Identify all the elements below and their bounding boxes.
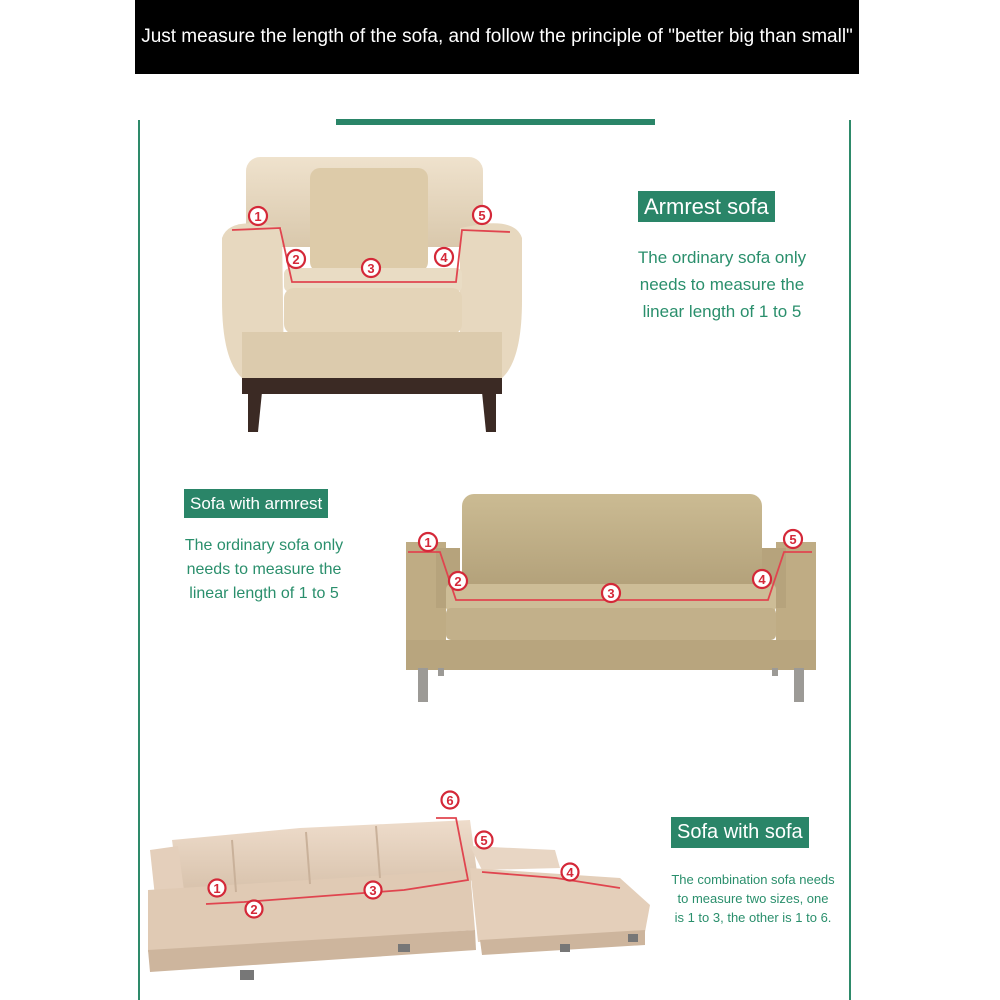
measure-point-1 <box>249 207 267 225</box>
description-line: needs to measure the <box>639 275 805 294</box>
measure-point-4 <box>435 248 453 266</box>
section-tag-armrest-sofa <box>638 191 775 222</box>
measure-point-6 <box>442 792 459 809</box>
description-line: The ordinary sofa only <box>637 248 807 267</box>
description-line: needs to measure the <box>186 561 342 578</box>
description-line: The ordinary sofa only <box>184 537 344 554</box>
section-description <box>660 870 846 927</box>
svg-text:2: 2 <box>292 252 300 267</box>
description-line: to measure two sizes, one <box>677 891 829 906</box>
measure-point-3 <box>362 259 380 277</box>
description-line: linear length of 1 to 5 <box>189 585 339 602</box>
svg-text:6: 6 <box>446 793 454 808</box>
banner-text: Just measure the length of the sofa, and follow the principle of "better big than small" <box>141 26 853 47</box>
svg-text:3: 3 <box>367 261 375 276</box>
measure-point-1 <box>419 533 437 551</box>
description-line: The combination sofa needs <box>671 872 835 887</box>
measure-point-2 <box>449 572 467 590</box>
svg-text:5: 5 <box>478 208 486 223</box>
sectional-image <box>148 818 650 980</box>
section-tag-label: Armrest sofa <box>644 193 769 219</box>
measure-point-5 <box>473 206 491 224</box>
description-line: linear length of 1 to 5 <box>642 302 802 321</box>
svg-text:5: 5 <box>480 833 488 848</box>
svg-text:1: 1 <box>254 209 262 224</box>
measure-point-5 <box>784 530 802 548</box>
measure-point-2 <box>246 901 263 918</box>
svg-text:4: 4 <box>440 250 448 265</box>
svg-text:1: 1 <box>424 535 432 550</box>
svg-text:2: 2 <box>250 902 258 917</box>
svg-text:1: 1 <box>213 881 221 896</box>
svg-text:3: 3 <box>369 883 377 898</box>
section-tag-sofa-with-armrest <box>184 489 328 518</box>
svg-text:4: 4 <box>566 865 574 880</box>
section-tag-label: Sofa with armrest <box>190 493 323 513</box>
svg-text:4: 4 <box>758 572 766 587</box>
measure-point-5 <box>476 832 493 849</box>
svg-text:3: 3 <box>607 586 615 601</box>
measure-point-4 <box>753 570 771 588</box>
description-line: is 1 to 3, the other is 1 to 6. <box>674 910 832 925</box>
section-tag-sofa-with-sofa <box>671 817 809 848</box>
measure-point-3 <box>365 882 382 899</box>
section-description <box>624 244 820 325</box>
armchair-image <box>222 157 522 432</box>
measure-point-1 <box>209 880 226 897</box>
measure-point-3 <box>602 584 620 602</box>
svg-text:2: 2 <box>454 574 462 589</box>
measure-point-2 <box>287 250 305 268</box>
measure-point-4 <box>562 864 579 881</box>
section-tag-label: Sofa with sofa <box>677 821 803 843</box>
section-description <box>166 534 362 606</box>
svg-text:5: 5 <box>789 532 797 547</box>
